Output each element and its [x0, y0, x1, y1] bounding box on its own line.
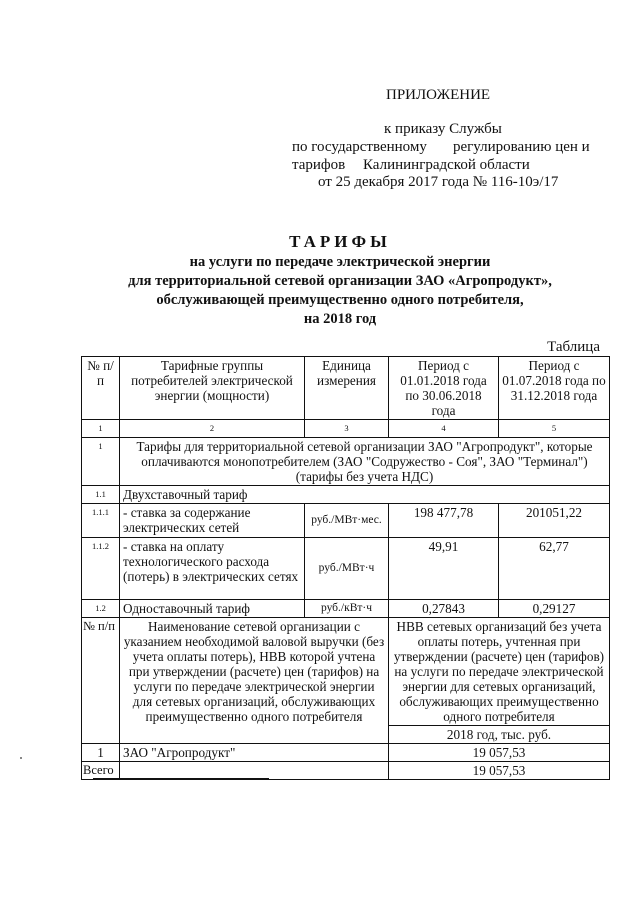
nvv-header-year: 2018 год, тыс. руб. — [389, 726, 610, 744]
header-period-1: Период с 01.01.2018 года по 30.06.2018 года — [389, 357, 499, 420]
row-unit: руб./МВт·ч — [305, 538, 389, 600]
table-row — [82, 744, 610, 762]
col-number: 2 — [120, 420, 305, 438]
appendix-line-4: от 25 декабря 2017 года № 116-10э/17 — [318, 174, 559, 190]
row-name: Двухставочный тариф — [120, 486, 610, 504]
col-number: 1 — [82, 420, 120, 438]
row-name: ЗАО "Агропродукт" — [120, 744, 389, 762]
title-heading: ТАРИФЫ — [289, 232, 391, 251]
total-row — [82, 762, 610, 780]
col-number: 3 — [305, 420, 389, 438]
nvv-header-value: НВВ сетевых организаций без учета оплаты потерь, учтенная при утверждении (расчете) цен (тарифов) на услуги по передаче электрической энергии для сетевых организаций, обслуживающих преимущественно одного потребителя — [389, 618, 610, 726]
row-num: 1.1.1 — [82, 504, 120, 538]
appendix-line-1: к приказу Службы — [384, 121, 502, 137]
total-label: Всего — [82, 762, 120, 780]
nvv-header-name: Наименование сетевой организации с указанием необходимой валовой выручки (без учета оплаты потерь), НВВ которой учтена при утверждении (расчете) цен (тарифов) на услуги по передаче электрической энергии для сетевых организаций, обслуживающих преимущественно одного потребителя — [120, 618, 389, 744]
table-header-row — [82, 357, 610, 420]
appendix-line-3a: тарифов — [292, 157, 346, 173]
row-num: 1.1 — [82, 486, 120, 504]
header-unit: Единица измерения — [305, 357, 389, 420]
margin-mark — [20, 757, 22, 759]
header-period-2: Период с 01.07.2018 года по 31.12.2018 года — [499, 357, 610, 420]
column-number-row — [82, 420, 610, 438]
row-num: 1.2 — [82, 600, 120, 618]
header-groups: Тарифные группы потребителей электрической энергии (мощности) — [120, 357, 305, 420]
section-num: 1 — [82, 438, 120, 486]
nvv-header-row — [82, 618, 610, 726]
row-period-1: 198 477,78 — [389, 504, 499, 538]
appendix-heading: ПРИЛОЖЕНИЕ — [386, 87, 491, 103]
row-period-1: 0,27843 — [389, 600, 499, 618]
row-unit: руб./МВт·мес. — [305, 504, 389, 538]
row-period-1: 49,91 — [389, 538, 499, 600]
table-row — [82, 486, 610, 504]
total-name — [120, 762, 389, 780]
footnote-separator — [93, 778, 269, 779]
table-caption: Таблица — [547, 339, 600, 355]
section-text: Тарифы для территориальной сетевой организации ЗАО "Агропродукт", которые оплачиваются монопотребителем (ЗАО "Содружество - Соя", ЗАО "Терминал") (тарифы без учета НДС) — [120, 438, 610, 486]
row-period-2: 201051,22 — [499, 504, 610, 538]
table-row — [82, 538, 610, 600]
title-line-1: на услуги по передаче электрической энергии — [189, 254, 491, 270]
section-row — [82, 438, 610, 486]
title-line-4: на 2018 год — [303, 311, 377, 327]
header-num: № п/п — [82, 357, 120, 420]
row-num: 1 — [82, 744, 120, 762]
table-row — [82, 504, 610, 538]
row-value: 19 057,53 — [389, 744, 610, 762]
col-number: 5 — [499, 420, 610, 438]
appendix-line-2b: регулированию цен и — [453, 139, 590, 155]
col-number: 4 — [389, 420, 499, 438]
row-unit: руб./кВт·ч — [305, 600, 389, 618]
total-value: 19 057,53 — [389, 762, 610, 780]
table-row — [82, 600, 610, 618]
title-line-3: обслуживающей преимущественно одного потребителя, — [156, 292, 524, 308]
row-num: 1.1.2 — [82, 538, 120, 600]
appendix-line-2a: по государственному — [292, 139, 427, 155]
row-name: Одноставочный тариф — [120, 600, 305, 618]
document-title — [60, 231, 620, 329]
nvv-header-num: № п/п — [82, 618, 120, 744]
appendix-header — [0, 0, 640, 200]
row-period-2: 62,77 — [499, 538, 610, 600]
row-name: - ставка на оплату технологического расхода (потерь) в электрических сетях — [120, 538, 305, 600]
row-name: - ставка за содержание электрических сетей — [120, 504, 305, 538]
row-period-2: 0,29127 — [499, 600, 610, 618]
title-line-2: для территориальной сетевой организации ЗАО «Агропродукт», — [128, 273, 552, 289]
appendix-line-3b: Калининградской области — [363, 157, 530, 173]
tariff-table — [81, 356, 610, 780]
